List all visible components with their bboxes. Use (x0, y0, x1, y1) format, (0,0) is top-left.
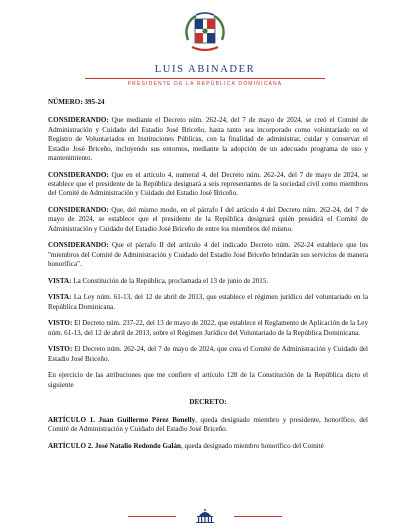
considerando-text: Que en el artículo 4, numeral 4, del Decreto núm. 262-24, del 7 de mayo de 2024, se establece que el presidente de la República designará a seis representantes de la sociedad civil como miembros del Comité de Administración y Cuidado del Estadio José Briceño. (48, 170, 368, 198)
footer-rule-left (128, 516, 176, 517)
president-name: LUIS ABINADER (154, 64, 256, 75)
vista-text: La Ley núm. 61-13, del 12 de abril de 2013, que establece el régimen jurídico del voluntariado en la República Dominicana. (48, 293, 368, 311)
visto-paragraph (48, 345, 368, 364)
vista-label: VISTA: (48, 293, 72, 302)
considerando-label: CONSIDERANDO: (48, 170, 109, 179)
ejercicio-paragraph: En ejercicio de las atribuciones que me confiere el artículo 128 de la Constitución de la República dicto el siguiente (48, 371, 368, 389)
vista-text: La Constitución de la República, proclamada el 13 de junio de 2015. (71, 276, 269, 285)
vista-paragraph (48, 293, 368, 312)
considerando-text: Que el párrafo II del artículo 4 del indicado Decreto núm. 262-24 establece que los "miembros del Comité de Administración y Cuidado del Estadio José Briceño brindarán sus servicios de manera honorífica". (48, 241, 368, 269)
considerando-label: CONSIDERANDO: (48, 241, 109, 250)
page-footer (0, 509, 410, 523)
visto-text: El Decreto núm. 262-24, del 7 de mayo de 2024, que crea el Comité de Administración y Cuidado del Estadio José Briceño. (48, 345, 368, 363)
considerando-text: Que, del mismo modo, en el párrafo I del artículo 4 del Decreto núm. 262-24, del 7 de mayo de 2024, se establece que el presidente de la República designará quién presidirá el Comité de Administración y Cuidado del Estadio José Briceño de entre los miembros del mismo. (48, 206, 368, 233)
visto-text: El Decreto núm. 237-22, del 13 de mayo de 2022, que establece el Reglamento de Aplicación de la Ley núm. 61-13, del 12 de abril de 2013, sobre el Régimen Jurídico del Voluntariado de la República Dominicana. (48, 319, 368, 337)
letterhead (0, 10, 410, 87)
articulo-text: , queda designado miembro y presidente, honorífico, del Comité de Administración y Cuidado del Estadio José Briceño. (48, 415, 368, 434)
considerando-paragraph (48, 171, 368, 199)
articulo-label: ARTÍCULO 2. José Natalio Redondo Galán (48, 441, 181, 450)
visto-label: VISTO: (48, 319, 73, 328)
visto-paragraph (48, 319, 368, 338)
considerando-label: CONSIDERANDO: (48, 206, 109, 215)
considerando-label: CONSIDERANDO: (48, 116, 109, 125)
decreto-heading: DECRETO: (189, 398, 227, 407)
articulo-paragraph (48, 442, 368, 451)
president-title: PRESIDENTE DE LA REPÚBLICA DOMINICANA (127, 81, 283, 87)
vista-paragraph (48, 277, 368, 286)
considerando-text: Que mediante el Decreto núm. 262-24, del 7 de mayo de 2024, se creó el Comité de Administración y Cuidado del Estadio José Briceño, hasta tanto sea incorporado como voluntariado en el Registro de Voluntariados en Instituciones Públicas, con la finalidad de administrar, cuidar y conservar el Estadio José Briceño, incluyendo sus entornos, mediante la adopción de un adecuado programa de uso y mantenimiento. (48, 116, 368, 163)
decree-number: NÚMERO: 395-24 (48, 98, 105, 106)
decree-body (48, 98, 368, 458)
coat-of-arms-icon (182, 10, 228, 56)
national-palace-icon (193, 509, 217, 523)
considerando-paragraph (48, 206, 368, 234)
footer-rule-right (234, 516, 282, 517)
articulo-paragraph (48, 416, 368, 435)
considerando-paragraph (48, 241, 368, 269)
articulo-label: ARTÍCULO 1. Juan Guillermo Pérez Bonelly (48, 415, 196, 424)
vista-label: VISTA: (48, 276, 72, 285)
articulo-text: , queda designado miembro honorífico del Comité (180, 441, 324, 450)
considerando-paragraph (48, 116, 368, 163)
visto-label: VISTO: (48, 345, 73, 354)
header-divider (85, 78, 325, 79)
